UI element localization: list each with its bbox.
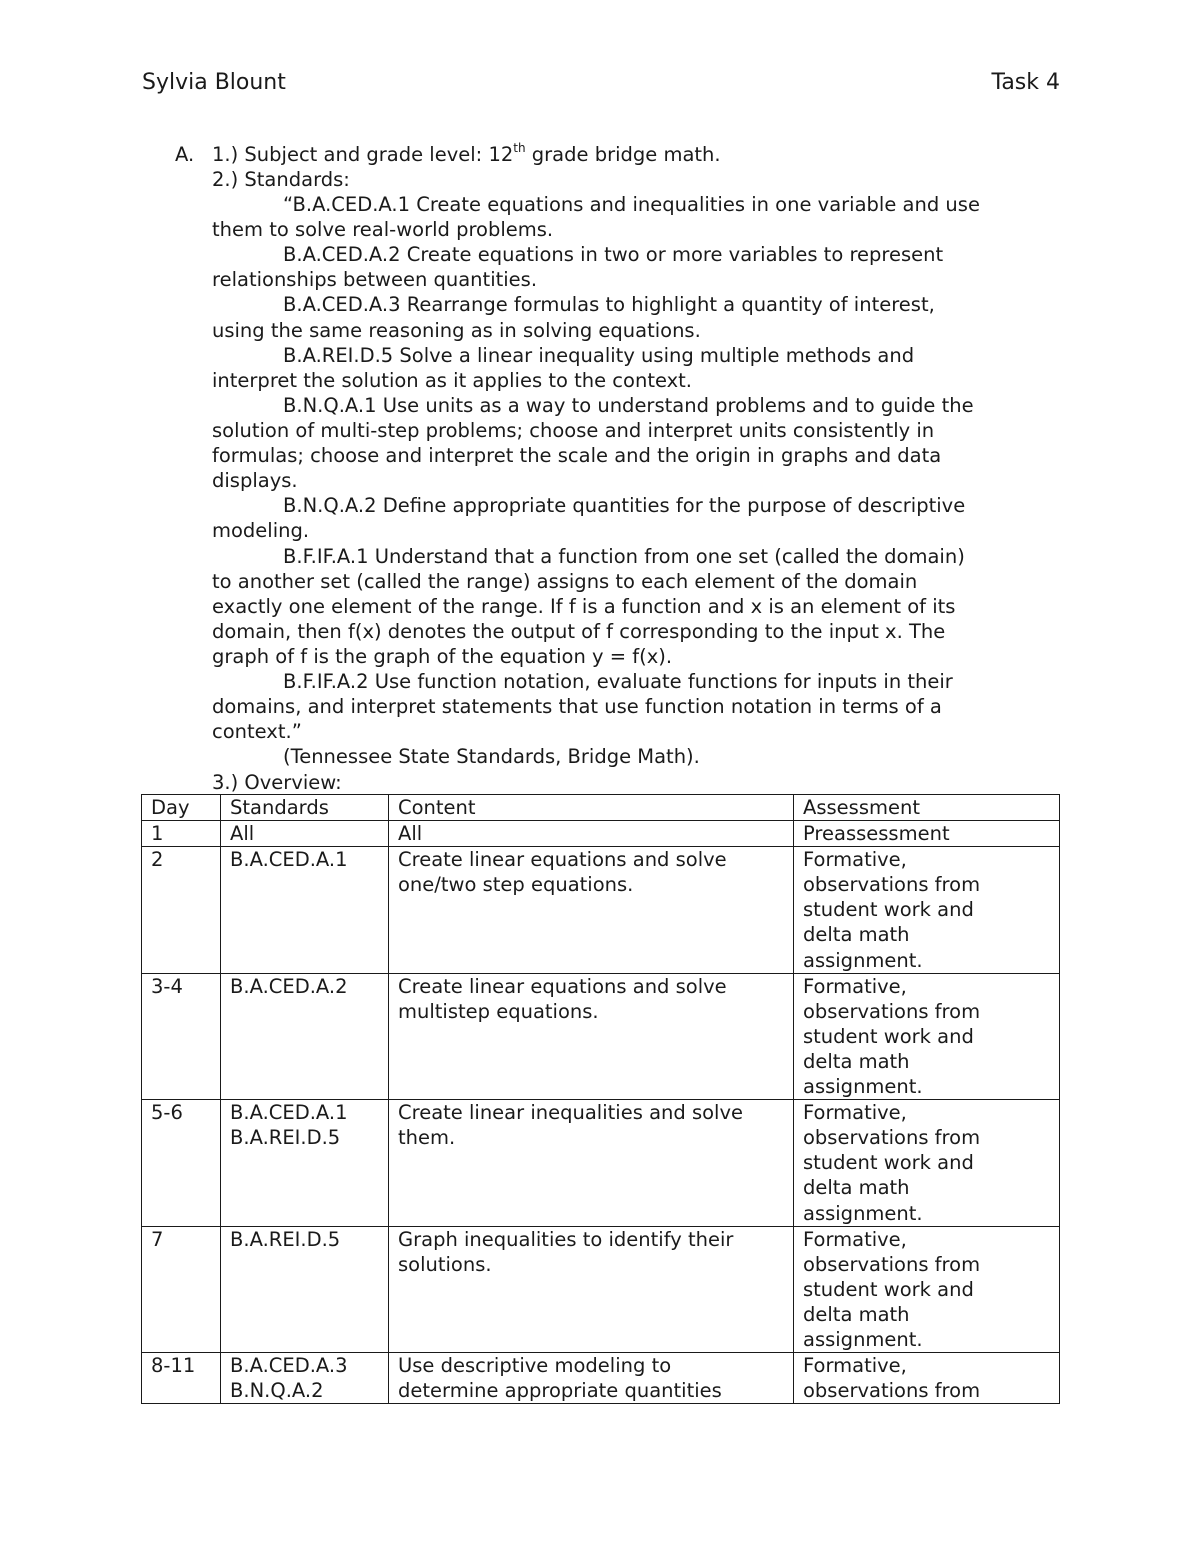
standards-label: 2.) Standards: — [212, 168, 350, 191]
day-cell: 7 — [142, 1226, 221, 1352]
standard-line: B.F.IF.A.2 Use function notation, evaluate functions for inputs in their — [283, 670, 953, 693]
table-header-row — [142, 795, 1060, 821]
day-cell: 1 — [142, 821, 221, 847]
standards-cell: B.A.REI.D.5 — [221, 1226, 389, 1352]
overview-table — [141, 794, 1060, 1404]
standard-line: domain, then f(x) denotes the output of f corresponding to the input x. The — [212, 620, 946, 643]
author-name: Sylvia Blount — [142, 70, 286, 95]
standard-line: B.A.REI.D.5 Solve a linear inequality using multiple methods and — [283, 344, 915, 367]
standards-cell: B.A.CED.A.2 — [221, 973, 389, 1099]
standard-line: graph of f is the graph of the equation y = f(x). — [212, 645, 673, 668]
standard-line: domains, and interpret statements that use function notation in terms of a — [212, 695, 942, 718]
assessment-cell: Formative, observations from student work and delta math assignment. — [794, 847, 1060, 973]
day-cell: 3-4 — [142, 973, 221, 1099]
standards-cell: B.A.CED.A.1 B.A.REI.D.5 — [221, 1100, 389, 1226]
day-cell: 5-6 — [142, 1100, 221, 1226]
standards-cell: B.A.CED.A.3 B.N.Q.A.2 — [221, 1353, 389, 1404]
day-cell: 2 — [142, 847, 221, 973]
standard-line: solution of multi-step problems; choose and interpret units consistently in — [212, 419, 935, 442]
standard-line: B.N.Q.A.1 Use units as a way to understand problems and to guide the — [283, 394, 974, 417]
content-cell: Use descriptive modeling to determine appropriate quantities — [389, 1353, 794, 1404]
table-header-cell: Standards — [221, 795, 389, 821]
standard-line: them to solve real-world problems. — [212, 218, 554, 241]
standard-line: using the same reasoning as in solving equations. — [212, 319, 701, 342]
table-row — [142, 847, 1060, 973]
standard-line: formulas; choose and interpret the scale and the origin in graphs and data — [212, 444, 942, 467]
table-row — [142, 973, 1060, 1099]
standard-line: to another set (called the range) assigns to each element of the domain — [212, 570, 918, 593]
table-row — [142, 821, 1060, 847]
content-cell: Graph inequalities to identify their solutions. — [389, 1226, 794, 1352]
standards-cell: All — [221, 821, 389, 847]
assessment-cell: Preassessment — [794, 821, 1060, 847]
standard-line: B.A.CED.A.2 Create equations in two or more variables to represent — [283, 243, 944, 266]
table-header-cell: Content — [389, 795, 794, 821]
standard-line: interpret the solution as it applies to the context. — [212, 369, 692, 392]
standard-line: modeling. — [212, 519, 310, 542]
standard-line: “B.A.CED.A.1 Create equations and inequalities in one variable and use — [283, 193, 980, 216]
page-header — [142, 70, 1060, 104]
standard-line: exactly one element of the range. If f is a function and x is an element of its — [212, 595, 956, 618]
table-row — [142, 1100, 1060, 1226]
content-cell: Create linear equations and solve one/two step equations. — [389, 847, 794, 973]
table-header-cell: Assessment — [794, 795, 1060, 821]
content-cell: All — [389, 821, 794, 847]
standard-line: context.” — [212, 720, 302, 743]
content-cell: Create linear equations and solve multistep equations. — [389, 973, 794, 1099]
list-marker: A. — [175, 143, 195, 166]
subject-line: 1.) Subject and grade level: 12th grade bridge math. — [212, 140, 721, 166]
standard-line: B.F.IF.A.1 Understand that a function from one set (called the domain) — [283, 545, 965, 568]
table-row — [142, 1353, 1060, 1404]
standard-line: relationships between quantities. — [212, 268, 538, 291]
assessment-cell: Formative, observations from — [794, 1353, 1060, 1404]
task-label: Task 4 — [991, 70, 1060, 95]
table-row — [142, 1226, 1060, 1352]
overview-label: 3.) Overview: — [212, 771, 342, 794]
assessment-cell: Formative, observations from student work and delta math assignment. — [794, 1226, 1060, 1352]
table-header-cell: Day — [142, 795, 221, 821]
standard-line: B.A.CED.A.3 Rearrange formulas to highlight a quantity of interest, — [283, 293, 935, 316]
superscript: th — [513, 140, 526, 155]
standards-cell: B.A.CED.A.1 — [221, 847, 389, 973]
citation: (Tennessee State Standards, Bridge Math). — [283, 745, 700, 768]
assessment-cell: Formative, observations from student work and delta math assignment. — [794, 1100, 1060, 1226]
standard-line: displays. — [212, 469, 298, 492]
content-cell: Create linear inequalities and solve them. — [389, 1100, 794, 1226]
day-cell: 8-11 — [142, 1353, 221, 1404]
assessment-cell: Formative, observations from student work and delta math assignment. — [794, 973, 1060, 1099]
standard-line: B.N.Q.A.2 Define appropriate quantities for the purpose of descriptive — [283, 494, 966, 517]
